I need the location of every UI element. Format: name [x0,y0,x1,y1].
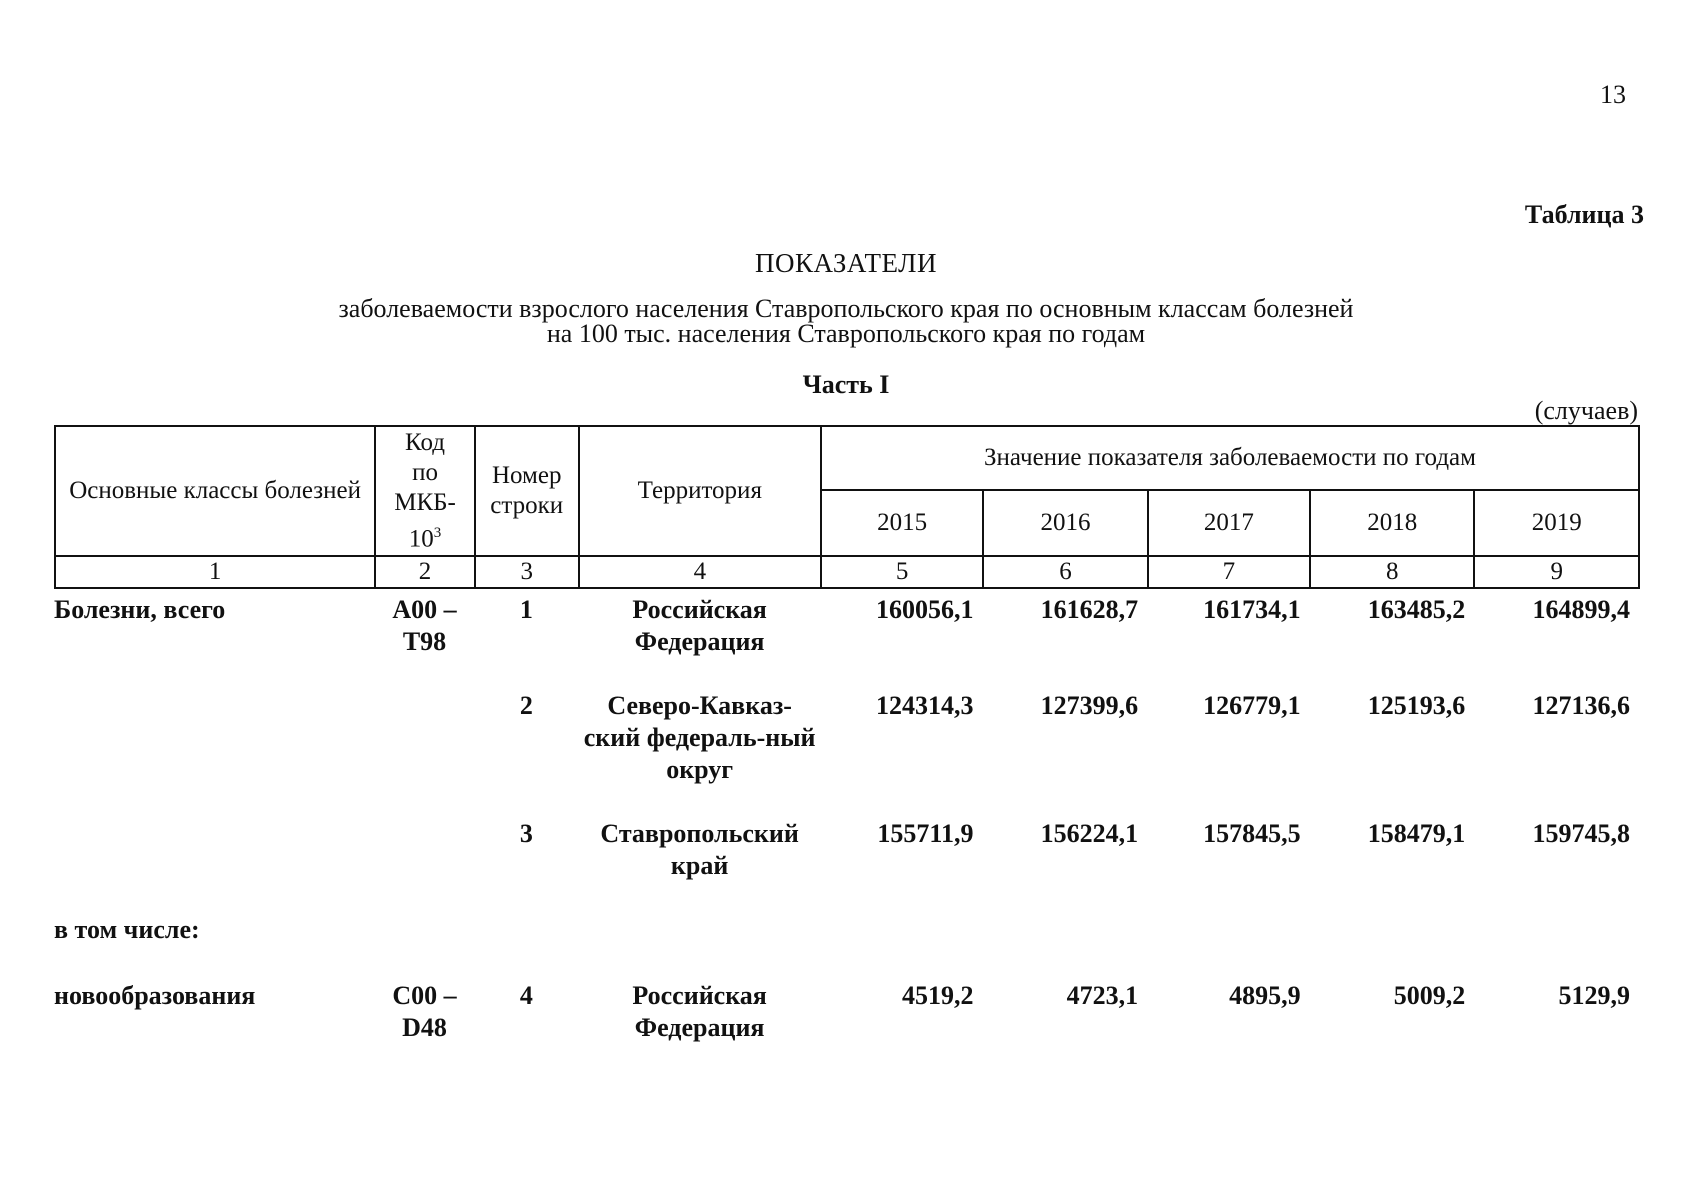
value-cell: 124314,3 [875,691,974,720]
header-year: 2018 [1310,490,1474,556]
value-cell [1148,914,1311,980]
table-header [54,425,1640,589]
column-number: 6 [983,556,1147,588]
value-cell: 4723,1 [1066,981,1139,1010]
page-number: 13 [1600,80,1626,109]
row-number: 1 [519,595,533,624]
value-cell: 4519,2 [901,981,974,1010]
value-cell: 157845,5 [1203,819,1301,848]
value-cell [821,914,984,980]
disease-class: в том числе: [54,915,200,944]
value-cell: 159745,8 [1532,819,1630,848]
value-cell: 164899,4 [1532,595,1630,624]
icd-code [375,818,475,914]
icd-code [375,690,475,818]
icd-code: А00 – Т98 [392,595,457,656]
row-number [474,914,578,980]
table-body [54,594,1640,1060]
value-cell: 161734,1 [1203,595,1301,624]
column-number: 8 [1310,556,1474,588]
header-territory: Территория [579,426,821,556]
part-label: Часть I [802,370,890,399]
value-cell: 125193,6 [1367,691,1466,720]
table-label: Таблица 3 [1524,200,1644,229]
disease-class [54,818,375,914]
value-cell: 5129,9 [1558,981,1630,1010]
header-code: Код по МКБ- $10^3$ [375,426,475,556]
value-cell: 160056,1 [875,595,974,624]
table-row [54,594,1640,690]
table-row [54,980,1640,1060]
territory: Российская Федерация [632,595,767,656]
disease-class: новообразования [54,981,256,1010]
header-year: 2019 [1474,490,1639,556]
value-cell [1475,914,1640,980]
column-number: 4 [579,556,821,588]
value-cell: 158479,1 [1367,819,1466,848]
column-number: 9 [1474,556,1639,588]
value-cell: 161628,7 [1040,595,1139,624]
column-number: 2 [375,556,475,588]
row-number: 3 [519,819,533,848]
value-cell: 155711,9 [877,819,974,848]
disease-class [54,690,375,818]
subtitle-line-1: заболеваемости взрослого населения Ставропольского края по основным классам болезней [338,294,1354,323]
value-cell [1311,914,1476,980]
column-number: 1 [55,556,375,588]
header-year: 2015 [821,490,983,556]
territory: Ставропольский край [600,819,799,880]
value-cell: 156224,1 [1040,819,1139,848]
table-row [54,690,1640,818]
column-number: 7 [1148,556,1310,588]
value-cell: 5009,2 [1393,981,1466,1010]
header-row-number: Номер строки [475,426,579,556]
header-classes: Основные классы болезней [55,426,375,556]
territory: Северо-Кавказ-ский федераль-ный округ [583,691,816,784]
document-title: ПОКАЗАТЕЛИ [755,248,937,278]
header-values-group: Значение показателя заболеваемости по годам [821,426,1639,490]
units-label: (случаев) [1534,396,1638,425]
subtitle-line-2: на 100 тыс. населения Ставропольского края по годам [546,319,1146,348]
icd-code [375,914,475,980]
icd-code: С00 – D48 [392,981,457,1042]
value-cell [983,914,1148,980]
value-cell: 127399,6 [1040,691,1139,720]
row-number: 4 [519,981,533,1010]
territory [578,914,821,980]
value-cell: 163485,2 [1367,595,1466,624]
row-number: 2 [519,691,533,720]
document-subtitle [0,296,1692,346]
table-row [54,914,1640,980]
value-cell: 127136,6 [1532,691,1630,720]
header-year: 2017 [1148,490,1310,556]
column-number: 3 [475,556,579,588]
territory: Российская Федерация [632,981,767,1042]
value-cell: 4895,9 [1229,981,1301,1010]
disease-class: Болезни, всего [54,595,226,624]
value-cell: 126779,1 [1203,691,1301,720]
column-number: 5 [821,556,983,588]
table-row [54,818,1640,914]
header-year: 2016 [983,490,1147,556]
